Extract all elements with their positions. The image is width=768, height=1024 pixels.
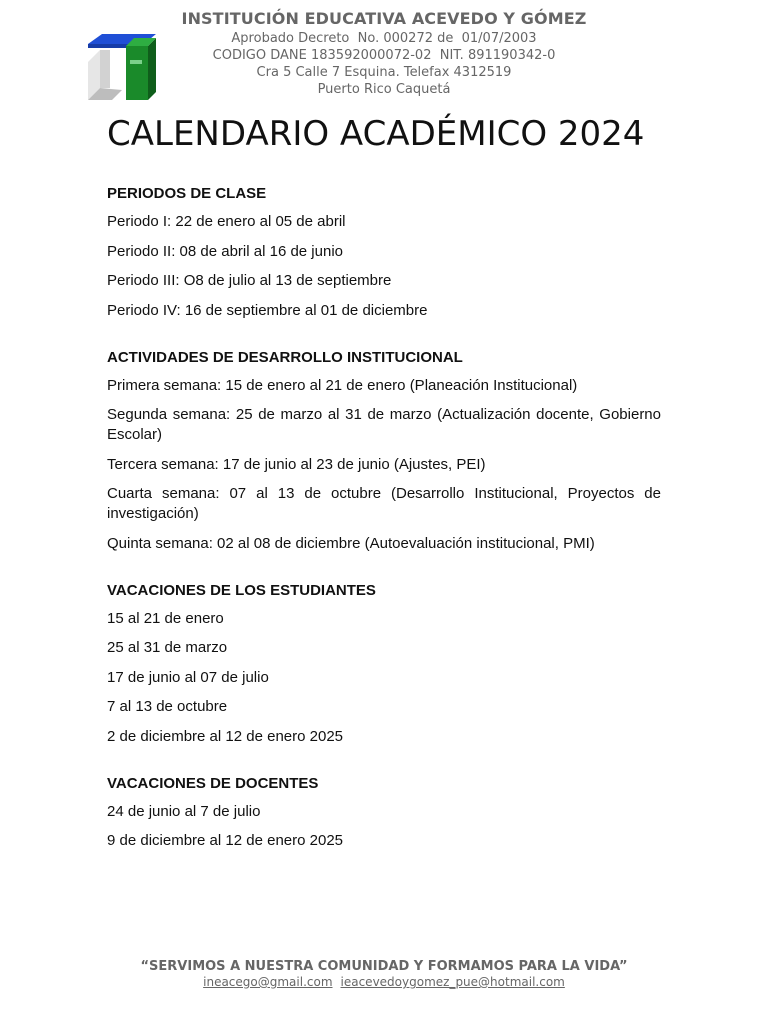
list-item: Periodo IV: 16 de septiembre al 01 de diciembre xyxy=(107,301,428,319)
page-footer xyxy=(0,958,768,990)
list-item: Periodo I: 22 de enero al 05 de abril xyxy=(107,213,346,230)
letterhead-text xyxy=(100,8,668,98)
email-link-gmail[interactable]: ineacego@gmail.com xyxy=(203,975,333,989)
motto: “SERVIMOS A NUESTRA COMUNIDAD Y FORMAMOS PARA LA VIDA” xyxy=(140,959,628,974)
section-heading: ACTIVIDADES DE DESARROLLO INSTITUCIONAL xyxy=(107,348,463,366)
email-link-hotmail[interactable]: ieacevedoygomez_pue@hotmail.com xyxy=(340,975,565,989)
list-item: 15 al 21 de enero xyxy=(107,609,224,627)
section-actividades xyxy=(107,347,661,554)
list-item: Primera semana: 15 de enero al 21 de enero (Planeación Institucional) xyxy=(107,376,578,394)
section-vacaciones-estudiantes xyxy=(107,580,661,747)
city-line: Puerto Rico Caquetá xyxy=(317,82,451,97)
list-item: 2 de diciembre al 12 de enero 2025 xyxy=(107,727,344,745)
decree-line: Aprobado Decreto No. 000272 de 01/07/2003 xyxy=(231,31,537,46)
letterhead xyxy=(0,8,768,100)
dane-nit-line: CODIGO DANE 183592000072-02 NIT. 891190342-0 xyxy=(212,48,556,63)
section-vacaciones-docentes xyxy=(107,773,661,852)
section-heading: VACACIONES DE LOS ESTUDIANTES xyxy=(107,581,376,599)
list-item: 25 al 31 de marzo xyxy=(107,639,228,656)
list-item: 9 de diciembre al 12 de enero 2025 xyxy=(107,832,344,849)
document-title: CALENDARIO ACADÉMICO 2024 xyxy=(107,114,645,154)
school-name: INSTITUCIÓN EDUCATIVA ACEVEDO Y GÓMEZ xyxy=(181,9,587,28)
section-periodos xyxy=(107,183,661,321)
section-heading: PERIODOS DE CLASE xyxy=(107,185,267,202)
list-item: Tercera semana: 17 de junio al 23 de junio (Ajustes, PEI) xyxy=(107,455,486,473)
list-item: Periodo III: O8 de julio al 13 de septiembre xyxy=(107,272,392,289)
address-line: Cra 5 Calle 7 Esquina. Telefax 4312519 xyxy=(256,65,512,80)
list-item: Segunda semana: 25 de marzo al 31 de marzo (Actualización docente, Gobierno Escolar) xyxy=(107,406,661,443)
list-item: 7 al 13 de octubre xyxy=(107,698,228,715)
calendar-content xyxy=(107,183,661,877)
section-heading: VACACIONES DE DOCENTES xyxy=(107,774,319,792)
list-item: Cuarta semana: 07 al 13 de octubre (Desarrollo Institucional, Proyectos de investigación) xyxy=(107,485,661,522)
list-item: 17 de junio al 07 de julio xyxy=(107,668,269,686)
footer-emails xyxy=(0,975,768,990)
list-item: Periodo II: 08 de abril al 16 de junio xyxy=(107,242,343,260)
list-item: Quinta semana: 02 al 08 de diciembre (Autoevaluación institucional, PMI) xyxy=(107,534,595,552)
list-item: 24 de junio al 7 de julio xyxy=(107,802,261,820)
